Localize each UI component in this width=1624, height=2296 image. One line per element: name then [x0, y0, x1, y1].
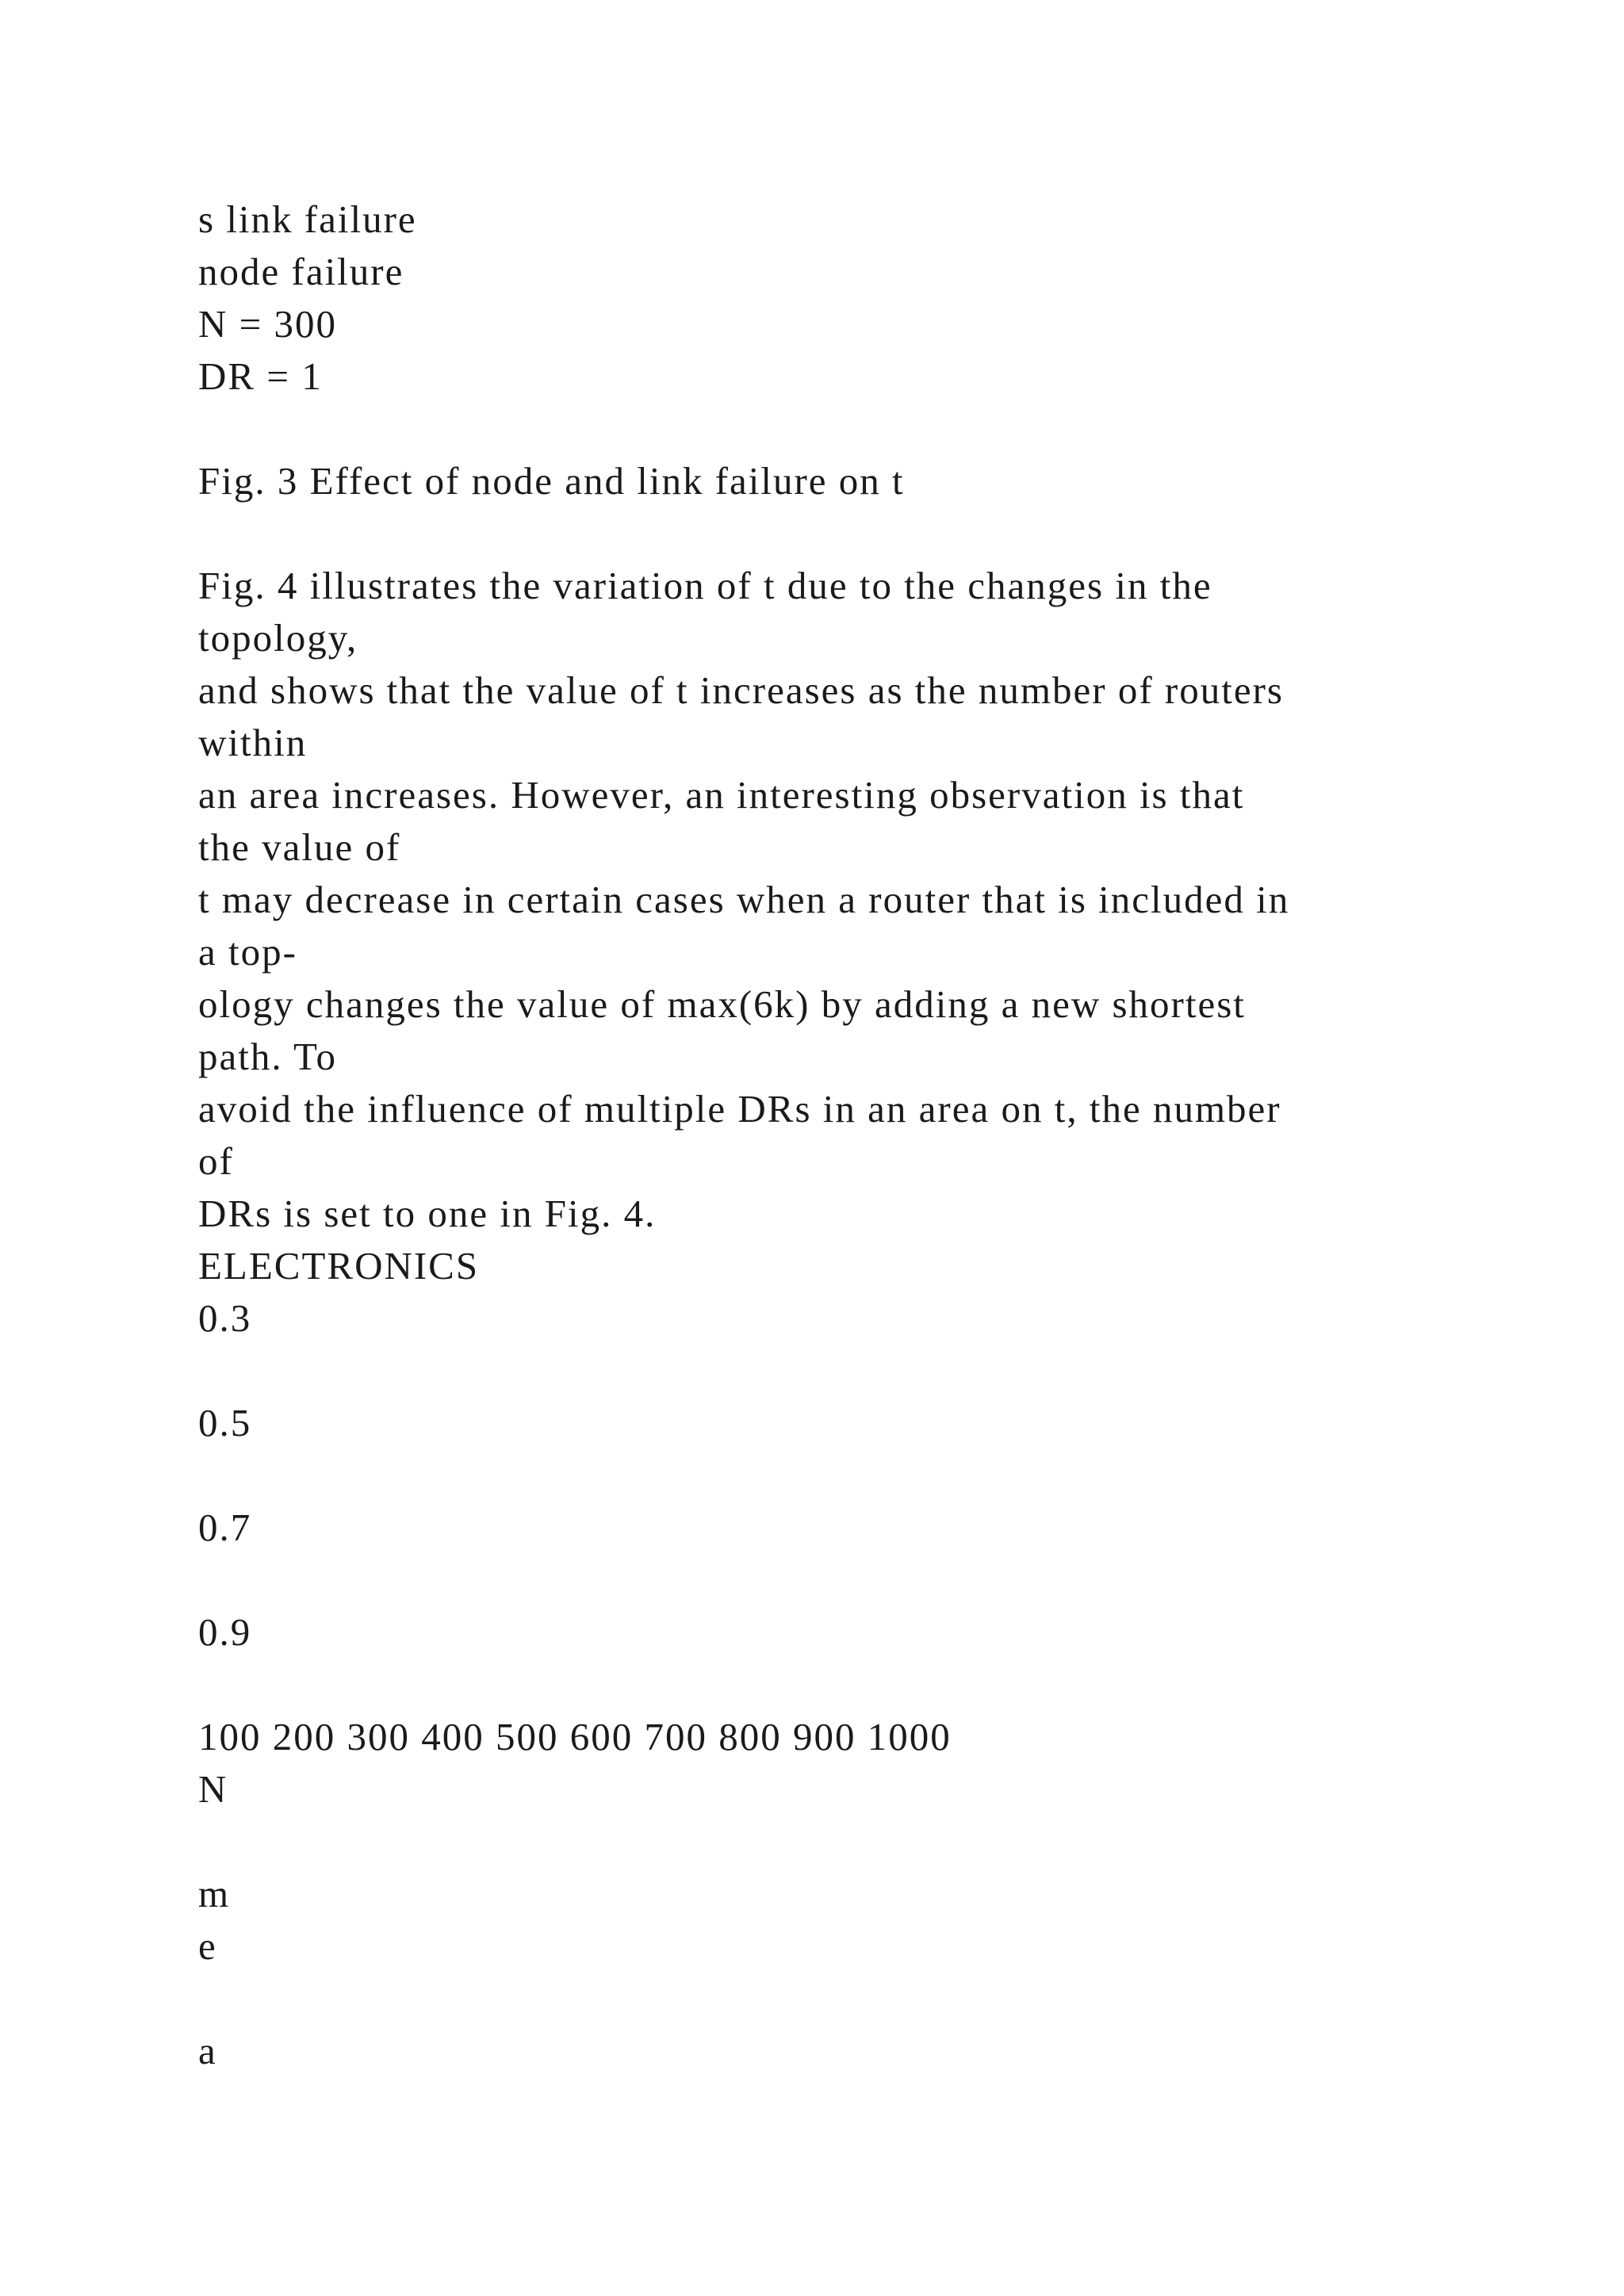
text-line: DR = 1	[198, 354, 323, 398]
text-line: a top-	[198, 930, 297, 974]
blank-line	[198, 1659, 1435, 1711]
document-page	[198, 193, 1435, 2077]
text-line: s link failure	[198, 197, 417, 241]
text-line: an area increases. However, an interesting observation is that	[198, 773, 1245, 817]
text-line: avoid the influence of multiple DRs in an area on t, the number	[198, 1087, 1281, 1131]
blank-line	[198, 403, 1435, 455]
figure-caption: Fig. 3 Effect of node and link failure on t	[198, 459, 905, 503]
blank-line	[198, 1816, 1435, 1868]
blank-line	[198, 1554, 1435, 1606]
text-line: of	[198, 1139, 234, 1183]
text-line: t may decrease in certain cases when a router that is included in	[198, 878, 1290, 921]
text-line: e	[198, 1924, 217, 1968]
text-line: and shows that the value of t increases as the number of routers	[198, 668, 1284, 712]
text-line: 0.3	[198, 1296, 252, 1340]
text-line: node failure	[198, 250, 404, 293]
blank-line	[198, 1973, 1435, 2025]
text-line: Fig. 4 illustrates the variation of t due to the changes in the	[198, 564, 1212, 607]
text-line: 100 200 300 400 500 600 700 800 900 1000	[198, 1715, 952, 1758]
text-line: the value of	[198, 825, 401, 869]
text-line: 0.9	[198, 1610, 252, 1654]
text-line: DRs is set to one in Fig. 4.	[198, 1192, 657, 1235]
blank-line	[198, 1345, 1435, 1397]
text-line: topology,	[198, 616, 358, 660]
text-line: within	[198, 721, 308, 764]
text-line: N = 300	[198, 302, 338, 346]
text-line: 0.5	[198, 1401, 252, 1445]
blank-line	[198, 1449, 1435, 1502]
text-line: ology changes the value of max(6k) by adding a new shortest	[198, 982, 1246, 1026]
text-line: ELECTRONICS	[198, 1244, 480, 1288]
blank-line	[198, 507, 1435, 560]
text-line: m	[198, 1872, 231, 1915]
text-line: path. To	[198, 1035, 337, 1078]
text-line: a	[198, 2029, 217, 2072]
text-line: 0.7	[198, 1506, 252, 1549]
text-line: N	[198, 1767, 228, 1811]
